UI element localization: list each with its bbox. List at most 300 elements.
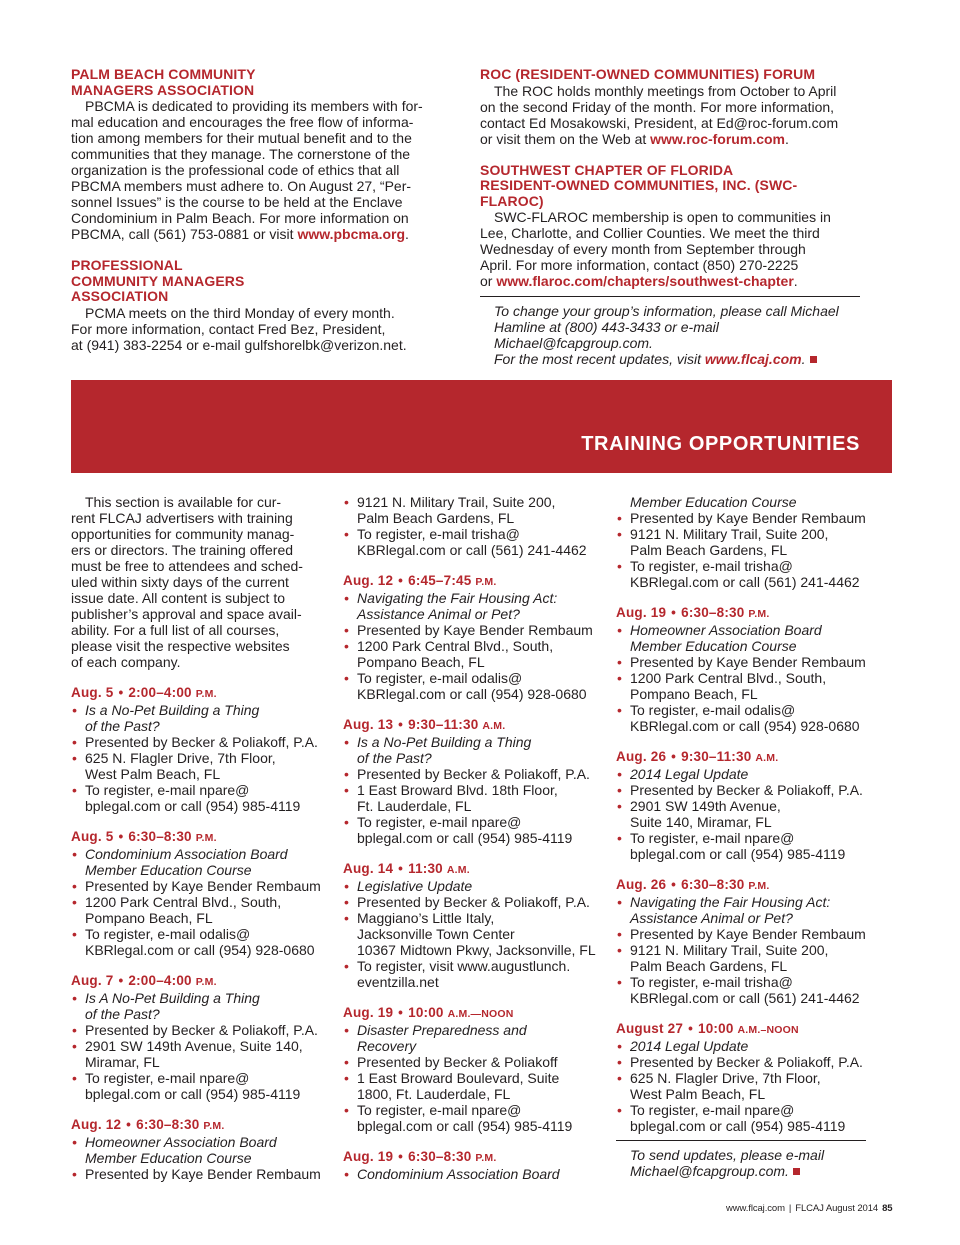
event-time: 10:00 [698,1021,738,1036]
event-detail-item [343,494,603,526]
detail-line: Presented by Becker & Poliakoff, P.A. [85,734,318,750]
event-time: 6:45–7:45 [408,573,476,588]
separator-dot: • [398,1149,404,1164]
separator-dot: • [118,973,124,988]
event-detail-item [343,622,603,638]
note-line: To send updates, please e-mail [630,1147,825,1163]
event-title [616,894,866,926]
detail-line: 625 N. Flagler Drive, 7th Floor, [85,750,276,766]
description-line: or visit them on the Web at [480,130,651,147]
title-line: Member Education Course [85,1150,252,1166]
event-date-time [343,1149,603,1166]
detail-line: Ft. Lauderdale, FL [357,798,472,814]
event-date-time [343,573,603,590]
intro-line: of each company. [71,654,181,670]
separator-dot: • [118,829,124,844]
description-line: April. For more information, contact (850) 270-2225 [480,257,799,273]
detail-line: eventzilla.net [357,974,439,990]
event-date-time [71,685,326,702]
event-detail-item [71,1022,326,1038]
website-link[interactable]: www.flcaj.com [704,351,802,367]
detail-line: 1800, Ft. Lauderdale, FL [357,1086,511,1102]
detail-line: bplegal.com or call (954) 985-4119 [357,1118,573,1134]
detail-line: 1200 Park Central Blvd., South, [630,670,827,686]
event-time: 6:30–8:30 [408,1149,476,1164]
detail-line: West Palm Beach, FL [85,766,221,782]
punctuation: . [784,130,789,147]
detail-line: 2901 SW 149th Avenue, [630,798,781,814]
intro-line: rent FLCAJ advertisers with training [71,510,293,526]
detail-line: Pompano Beach, FL [357,654,485,670]
event-detail-item [616,1102,866,1134]
detail-line: To register, e-mail trisha@ [630,558,793,574]
event-date-time [343,717,603,734]
event-title [343,1022,603,1054]
separator-dot: • [118,685,124,700]
note-line: Michael@fcapgroup.com. [630,1163,789,1179]
send-updates-note [616,1147,866,1179]
detail-line: Presented by Becker & Poliakoff, P.A. [630,782,863,798]
event-detail-item [616,830,866,862]
punctuation: . [793,273,798,289]
event-detail-item [71,894,326,926]
event-detail-item [71,782,326,814]
detail-line: 9121 N. Military Trail, Suite 200, [630,526,829,542]
detail-line: Miramar, FL [85,1054,160,1070]
description-line: or [480,273,497,289]
footer-issue: August 2014 [825,1203,879,1214]
event-title [343,878,603,894]
end-mark-icon [810,356,817,363]
organization-block [71,258,443,353]
organization-title: ROC (RESIDENT-OWNED COMMUNITIES) FORUM [480,66,816,82]
detail-line: bplegal.com or call (954) 985-4119 [85,1086,301,1102]
title-line: of the Past? [85,1006,160,1022]
title-line: of the Past? [357,750,432,766]
description-line: Condominium in Palm Beach. For more information on [71,210,409,226]
website-link[interactable]: www.pbcma.org [297,226,406,242]
title-line: Condominium Association Board [357,1166,560,1182]
description-line: Lee, Charlotte, and Collier Counties. We meet the third [480,225,820,241]
detail-line: To register, e-mail npare@ [85,782,250,798]
event-time: 2:00–4:00 [128,973,196,988]
event-detail-item [616,1070,866,1102]
event-title [343,734,603,766]
organization-block [71,67,443,242]
event-detail-item [71,734,326,750]
event-detail-item [343,766,603,782]
event-details [343,1022,603,1134]
event-detail-item [343,782,603,814]
event-date: Aug. 19 [616,605,667,620]
event-date: August 27 [616,1021,684,1036]
title-line: Is a No-Pet Building a Thing [85,702,260,718]
event-time: 9:30–11:30 [408,717,483,732]
title-line: Is A No-Pet Building a Thing [85,990,260,1006]
event-date-time [343,1005,603,1022]
event-detail-item [616,942,866,974]
detail-line: KBRlegal.com or call (561) 241-4462 [357,542,587,558]
training-event [71,1117,326,1182]
event-date-time [616,605,866,622]
divider-rule [480,296,860,297]
detail-line: bplegal.com or call (954) 985-4119 [630,1118,846,1134]
separator-dot: • [398,861,404,876]
website-link[interactable]: www.flaroc.com/chapters/southwest-chapter [496,273,794,289]
title-line: Member Education Course [630,638,797,654]
title-line: Assistance Animal or Pet? [357,606,520,622]
event-detail-item [616,654,866,670]
description-line: at (941) 383-2254 or e-mail gulfshorelbk@verizon.net. [71,336,407,353]
events-column-1 [71,494,326,1182]
event-ampm: P.M. [203,1120,225,1132]
training-event [616,749,866,862]
description-line: The ROC holds monthly meetings from October to April [494,82,837,99]
punctuation: . [405,226,409,242]
training-event [616,877,866,1006]
event-ampm: P.M. [195,976,217,988]
training-event [343,861,603,990]
organization-description [480,83,860,147]
event-date-time [71,829,326,846]
event-date: Aug. 26 [616,749,667,764]
page-number: 85 [882,1203,893,1214]
detail-line: KBRlegal.com or call (561) 241-4462 [630,574,860,590]
event-details [71,846,326,958]
description-line: communities that they manage. The cornerstone of the [71,146,411,162]
event-ampm: P.M. [475,1152,497,1164]
event-date: Aug. 5 [71,685,114,700]
continued-title: Member Education Course [630,494,797,510]
event-details [71,702,326,814]
detail-line: KBRlegal.com or call (954) 928-0680 [630,718,860,734]
event-detail-item [616,702,866,734]
event-details [71,990,326,1102]
title-line: Homeowner Association Board [630,622,822,638]
description-line: SWC-FLAROC membership is open to communities in [494,209,831,225]
event-details [616,894,866,1006]
event-detail-item [343,670,603,702]
organization-title: PROFESSIONAL COMMUNITY MANAGERS ASSOCIATION [71,257,245,304]
event-title [343,1166,603,1182]
footer-site: www.flcaj.com [726,1203,785,1214]
event-detail-item [343,958,603,990]
event-time: 6:30–8:30 [128,829,196,844]
event-details [71,1134,326,1182]
footer-magazine: FLCAJ [795,1203,824,1214]
event-time: 9:30–11:30 [681,749,756,764]
title-line: 2014 Legal Update [630,1038,749,1054]
event-ampm: A.M. [755,752,779,764]
detail-line: KBRlegal.com or call (954) 928-0680 [357,686,587,702]
divider-rule [616,1140,866,1141]
event-title [616,1038,866,1054]
title-line: Assistance Animal or Pet? [630,910,793,926]
description-line: tion among members for their mutual benefit and to the [71,130,412,146]
event-time: 6:30–8:30 [681,877,749,892]
end-mark-icon [793,1168,800,1175]
detail-line: bplegal.com or call (954) 985-4119 [85,798,301,814]
detail-line: Pompano Beach, FL [630,686,758,702]
event-details-continued [616,510,866,590]
event-detail-item [71,1038,326,1070]
intro-line: uled within sixty days of the current [71,574,289,590]
detail-line: KBRlegal.com or call (561) 241-4462 [630,990,860,1006]
event-date-time [343,861,603,878]
event-details [616,766,866,862]
event-date: Aug. 5 [71,829,114,844]
training-event [343,717,603,846]
organization-title: PALM BEACH COMMUNITY MANAGERS ASSOCIATION [71,66,256,98]
detail-line: Presented by Kaye Bender Rembaum [357,622,593,638]
training-event [71,829,326,958]
event-date: Aug. 19 [343,1005,394,1020]
detail-line: Palm Beach Gardens, FL [357,510,515,526]
intro-line: This section is available for cur- [85,494,282,510]
intro-line: please visit the respective websites [71,638,290,654]
section-intro [71,494,326,670]
detail-line: 9121 N. Military Trail, Suite 200, [357,494,556,510]
intro-line: opportunities for community manag- [71,526,295,542]
training-event [71,973,326,1102]
event-ampm: A.M.–NOON [737,1024,799,1036]
detail-line: 1200 Park Central Blvd., South, [357,638,554,654]
event-time: 11:30 [408,861,447,876]
detail-line: Maggiano’s Little Italy, [357,910,495,926]
separator-dot: • [671,605,677,620]
event-detail-item [343,526,603,558]
detail-line: Pompano Beach, FL [85,910,213,926]
organization-description [71,98,443,242]
detail-line: Presented by Kaye Bender Rembaum [85,1166,321,1182]
intro-line: ability. For a full list of all courses, [71,622,280,638]
event-title [71,846,326,878]
event-time: 2:00–4:00 [128,685,196,700]
event-time: 10:00 [408,1005,448,1020]
event-ampm: P.M. [195,688,217,700]
events-column-2 [343,494,603,1197]
detail-line: To register, e-mail npare@ [630,1102,795,1118]
event-ampm: A.M. [482,720,506,732]
detail-line: To register, e-mail odalis@ [85,926,251,942]
detail-line: bplegal.com or call (954) 985-4119 [630,846,846,862]
training-event [343,1005,603,1134]
event-date-time [71,1117,326,1134]
separator-dot: • [671,877,677,892]
event-detail-item [71,926,326,958]
event-detail-item [616,510,866,526]
title-line: Disaster Preparedness and [357,1022,527,1038]
banner-title: TRAINING OPPORTUNITIES [581,433,860,455]
event-detail-item [616,558,866,590]
event-detail-item [616,782,866,798]
event-details [343,590,603,702]
event-title [343,590,603,622]
detail-line: To register, e-mail npare@ [357,1102,522,1118]
event-detail-item [343,910,603,958]
detail-line: 2901 SW 149th Avenue, Suite 140, [85,1038,303,1054]
note-line: To change your group’s information, please call Michael [494,303,839,319]
event-detail-item [343,894,603,910]
description-line: organization is the professional code of ethics that all [71,162,400,178]
training-banner [71,380,892,473]
event-title [616,766,866,782]
organization-description [480,209,860,289]
training-event [616,1021,866,1134]
detail-line: bplegal.com or call (954) 985-4119 [357,830,573,846]
event-ampm: A.M.—NOON [447,1008,514,1020]
separator-dot: • [398,573,404,588]
event-detail-item [71,878,326,894]
intro-line: publisher’s approval and space avail- [71,606,302,622]
description-line: PBCMA, call (561) 753-0881 or visit [71,226,298,242]
note-line: For the most recent updates, visit [494,351,705,367]
event-detail-item [343,1102,603,1134]
event-detail-item [616,1054,866,1070]
event-title [616,622,866,654]
training-event [71,685,326,814]
event-detail-item [71,1070,326,1102]
event-date: Aug. 14 [343,861,394,876]
event-date: Aug. 26 [616,877,667,892]
separator-dot: • [688,1021,693,1036]
event-ampm: P.M. [195,832,217,844]
top-right-column [480,67,860,367]
event-details-continued [343,494,603,558]
title-line: Recovery [357,1038,417,1054]
event-detail-item [616,526,866,558]
separator-dot: • [398,717,404,732]
event-date-time [616,1021,866,1038]
event-detail-item [343,638,603,670]
detail-line: Jacksonville Town Center [357,926,515,942]
description-line: PBCMA members must adhere to. On August 27, “Per- [71,178,412,194]
description-line: mal education and encourages the free flow of informa- [71,114,414,130]
intro-line: must be free to attendees and sched- [71,558,303,574]
event-detail-item [343,814,603,846]
note-line: Hamline at (800) 443-3433 or e-mail Michael@fcapgroup.com. [494,319,719,351]
change-info-note [480,303,860,367]
detail-line: Presented by Becker & Poliakoff, P.A. [357,766,590,782]
event-date: Aug. 7 [71,973,114,988]
detail-line: KBRlegal.com or call (954) 928-0680 [85,942,315,958]
detail-line: To register, e-mail npare@ [357,814,522,830]
title-line: Navigating the Fair Housing Act: [357,590,558,606]
event-date: Aug. 13 [343,717,394,732]
organization-block [480,163,860,290]
detail-line: Presented by Kaye Bender Rembaum [630,510,866,526]
event-ampm: P.M. [475,576,497,588]
event-date: Aug. 12 [343,573,394,588]
organization-block [480,67,860,147]
event-title [71,702,326,734]
event-detail-item [616,670,866,702]
event-date-time [616,749,866,766]
detail-line: 1 East Broward Blvd. 18th Floor, [357,782,558,798]
detail-line: Presented by Becker & Poliakoff [357,1054,558,1070]
event-detail-item [616,926,866,942]
detail-line: Palm Beach Gardens, FL [630,958,788,974]
title-line: Condominium Association Board [85,846,288,862]
title-line: of the Past? [85,718,160,734]
event-title [71,1134,326,1166]
event-ampm: A.M. [446,864,470,876]
event-date-time [616,877,866,894]
events-column-3 [616,494,866,1179]
detail-line: 10367 Midtown Pkwy, Jacksonville, FL [357,942,596,958]
detail-line: To register, e-mail trisha@ [357,526,520,542]
training-event [616,605,866,734]
detail-line: Presented by Kaye Bender Rembaum [630,926,866,942]
top-left-column [71,67,443,369]
detail-line: Presented by Becker & Poliakoff, P.A. [630,1054,863,1070]
description-line: on the second Friday of the month. For more information, [480,98,835,115]
description-line: Wednesday of every month from September through [480,241,806,257]
training-event [343,573,603,702]
description-line: contact Ed Mosakowski, President, at Ed@roc-forum.com [480,114,839,131]
event-details [616,622,866,734]
intro-line: ers or directors. The training offered [71,542,294,558]
detail-line: To register, e-mail odalis@ [357,670,523,686]
detail-line: 9121 N. Military Trail, Suite 200, [630,942,829,958]
event-detail-item [343,1070,603,1102]
detail-line: West Palm Beach, FL [630,1086,766,1102]
detail-line: To register, e-mail npare@ [630,830,795,846]
event-detail-item [616,974,866,1006]
event-date: Aug. 19 [343,1149,394,1164]
event-detail-item [71,750,326,782]
detail-line: To register, e-mail npare@ [85,1070,250,1086]
detail-line: Suite 140, Miramar, FL [630,814,772,830]
detail-line: To register, e-mail odalis@ [630,702,796,718]
training-event [343,1149,603,1182]
event-detail-item [71,1166,326,1182]
description-line: For more information, contact Fred Bez, President, [71,320,386,337]
separator-dot: • [398,1005,404,1020]
event-detail-item [616,798,866,830]
event-time: 6:30–8:30 [136,1117,204,1132]
organization-title: SOUTHWEST CHAPTER OF FLORIDA RESIDENT-OWNED COMMUNITIES, INC. (SWC-FLAROC) [480,161,798,209]
website-link[interactable]: www.roc-forum.com [650,130,785,147]
detail-line: 1200 Park Central Blvd., South, [85,894,282,910]
title-line: 2014 Legal Update [630,766,749,782]
title-line: Member Education Course [85,862,252,878]
event-detail-item [343,1054,603,1070]
detail-line: 625 N. Flagler Drive, 7th Floor, [630,1070,821,1086]
detail-line: To register, visit www.augustlunch. [357,958,571,974]
title-line: Is a No-Pet Building a Thing [357,734,532,750]
event-date: Aug. 12 [71,1117,122,1132]
organization-description [71,305,443,353]
punctuation: . [801,351,806,367]
description-line: sonnel Issues” is the course to be held at the Enclave [71,194,403,210]
event-time: 6:30–8:30 [681,605,749,620]
event-title [71,990,326,1022]
title-line: Legislative Update [357,878,473,894]
event-ampm: P.M. [748,608,770,620]
detail-line: Presented by Becker & Poliakoff, P.A. [85,1022,318,1038]
title-line: Navigating the Fair Housing Act: [630,894,831,910]
event-details [616,1038,866,1134]
event-ampm: P.M. [748,880,770,892]
event-date-time [71,973,326,990]
detail-line: To register, e-mail trisha@ [630,974,793,990]
event-details [343,1166,603,1182]
event-details [343,734,603,846]
description-line: PCMA meets on the third Monday of every month. [85,304,395,321]
intro-line: issue date. All content is subject to [71,590,286,606]
event-details [343,878,603,990]
